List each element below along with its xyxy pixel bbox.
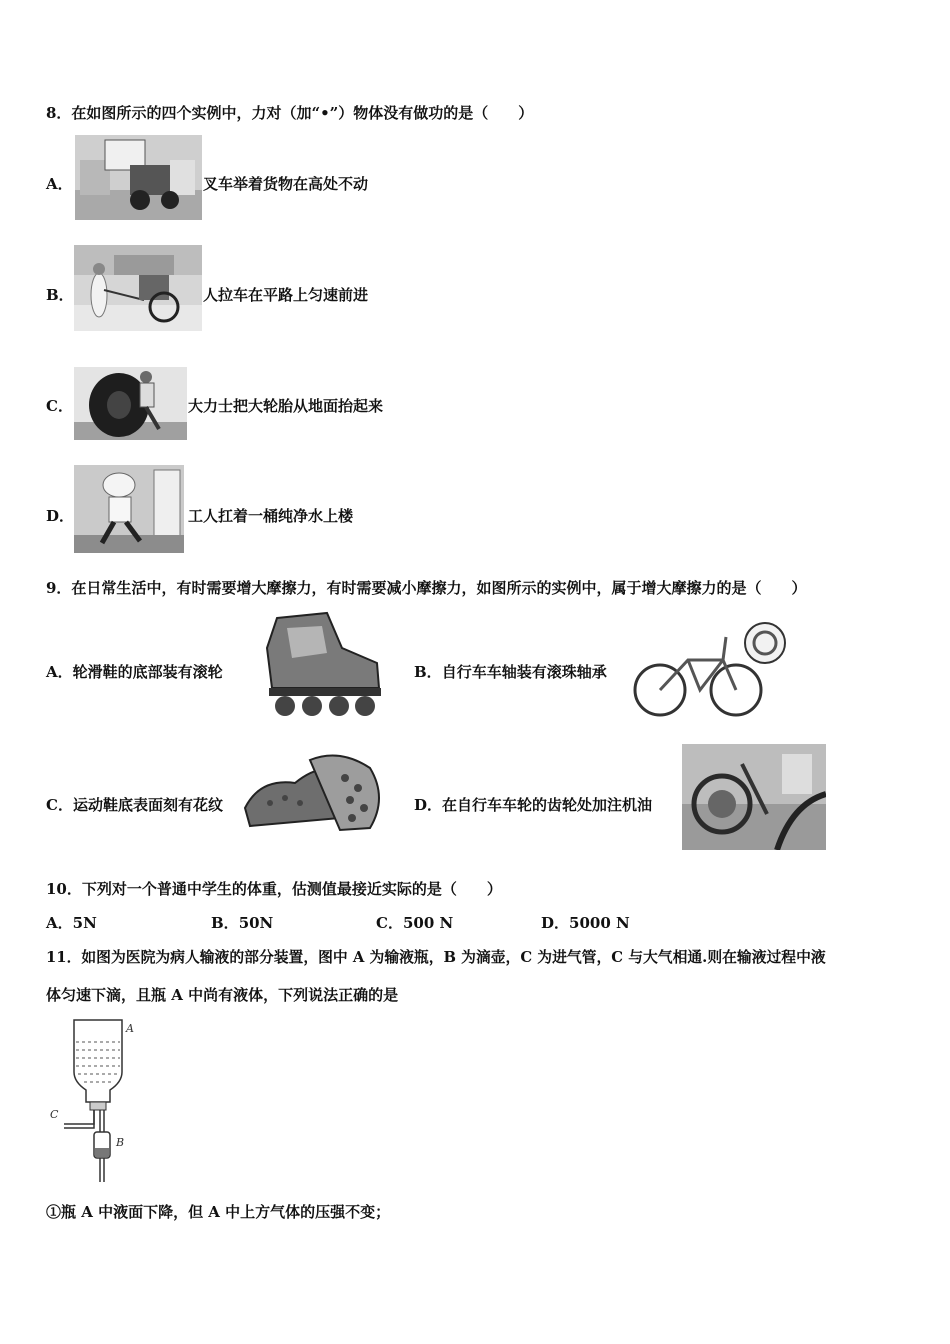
q8-option-d-text: 工人扛着一桶纯净水上楼 [188,507,354,525]
q11-stem-line1: 11．如图为医院为病人输液的部分装置，图中 A 为输液瓶，B 为滴壶，C 为进气管，C 与大气相通.则在输液过程中液 [46,949,826,966]
sneaker-sole-photo [240,748,390,838]
diagram-label-a: A [126,1022,134,1035]
q9-option-d-letter: D． [414,796,443,814]
bike-gear-oil-image [682,744,826,850]
q8-option-c-letter: C． [46,397,73,415]
q9-option-b-text: 自行车车轴装有滚珠轴承 [441,663,607,681]
q9-option-d [414,794,652,815]
q8-option-b-text: 人拉车在平路上匀速前进 [203,286,369,304]
q9-option-c-letter: C． [46,796,73,814]
q8-option-a-letter: A． [46,175,73,193]
q10-option-a-text: 5N [72,914,97,932]
q8-option-a-text: 叉车举着货物在高处不动 [203,175,369,193]
q11-statement-1: ①瓶 A 中液面下降，但 A 中上方气体的压强不变； [46,1203,391,1221]
q10-option-d [541,912,630,933]
water-carrier-photo [74,465,184,553]
q9-option-d-text: 在自行车车轮的齿轮处加注机油 [442,796,653,814]
q10-option-c-letter: C． [376,914,403,932]
q10-option-d-text: 5000 N [569,914,630,932]
diagram-label-c: C [50,1108,59,1121]
tire-lift-image [74,367,187,440]
water-carrier-image [74,465,184,553]
q9-option-c [46,794,223,815]
q10-option-a-letter: A． [46,914,73,932]
tire-lift-photo [74,367,187,440]
bicycle-bearing-image [628,615,788,720]
q8-option-d-letter: D． [46,507,75,525]
inline-skate-image [247,608,385,720]
q8-stem: 8．在如图所示的四个实例中，力对（加“•”）物体没有做功的是（ ） [46,104,534,122]
q9-option-b [414,661,607,682]
diagram-label-b: B [116,1136,125,1149]
bike-gear-oil-photo [682,744,826,850]
q10-option-b-text: 50N [238,914,274,932]
q9-option-c-text: 运动鞋底表面刻有花纹 [72,796,223,814]
forklift-photo [75,135,202,220]
q10-option-b [211,912,273,933]
q9-option-a [46,661,223,682]
q9-stem: 9．在日常生活中，有时需要增大摩擦力，有时需要减小摩擦力，如图所示的实例中，属于增大摩擦力的是（ ） [46,579,807,597]
bicycle-bearing-photo [628,615,788,720]
iv-drip-svg [44,1012,144,1187]
q9-option-a-text: 轮滑鞋的底部装有滚轮 [72,663,223,681]
q10-stem: 10．下列对一个普通中学生的体重，估测值最接近实际的是（ ） [46,880,502,898]
q10-option-c [376,912,453,933]
sneaker-sole-image [240,748,390,838]
q10-option-b-letter: B． [211,914,239,932]
rickshaw-image [74,245,202,331]
q11-stem-line2: 体匀速下滴，且瓶 A 中尚有液体，下列说法正确的是 [46,986,399,1004]
inline-skate-photo [247,608,385,720]
q10-option-a [46,912,97,933]
q9-option-a-letter: A． [46,663,73,681]
q8-option-c-text: 大力士把大轮胎从地面抬起来 [188,397,384,415]
q10-option-d-letter: D． [541,914,570,932]
forklift-image [75,135,202,220]
iv-drip-diagram [44,1012,144,1187]
rickshaw-photo [74,245,202,331]
q10-option-c-text: 500 N [402,914,454,932]
q8-option-b-letter: B． [46,286,74,304]
q9-option-b-letter: B． [414,663,442,681]
